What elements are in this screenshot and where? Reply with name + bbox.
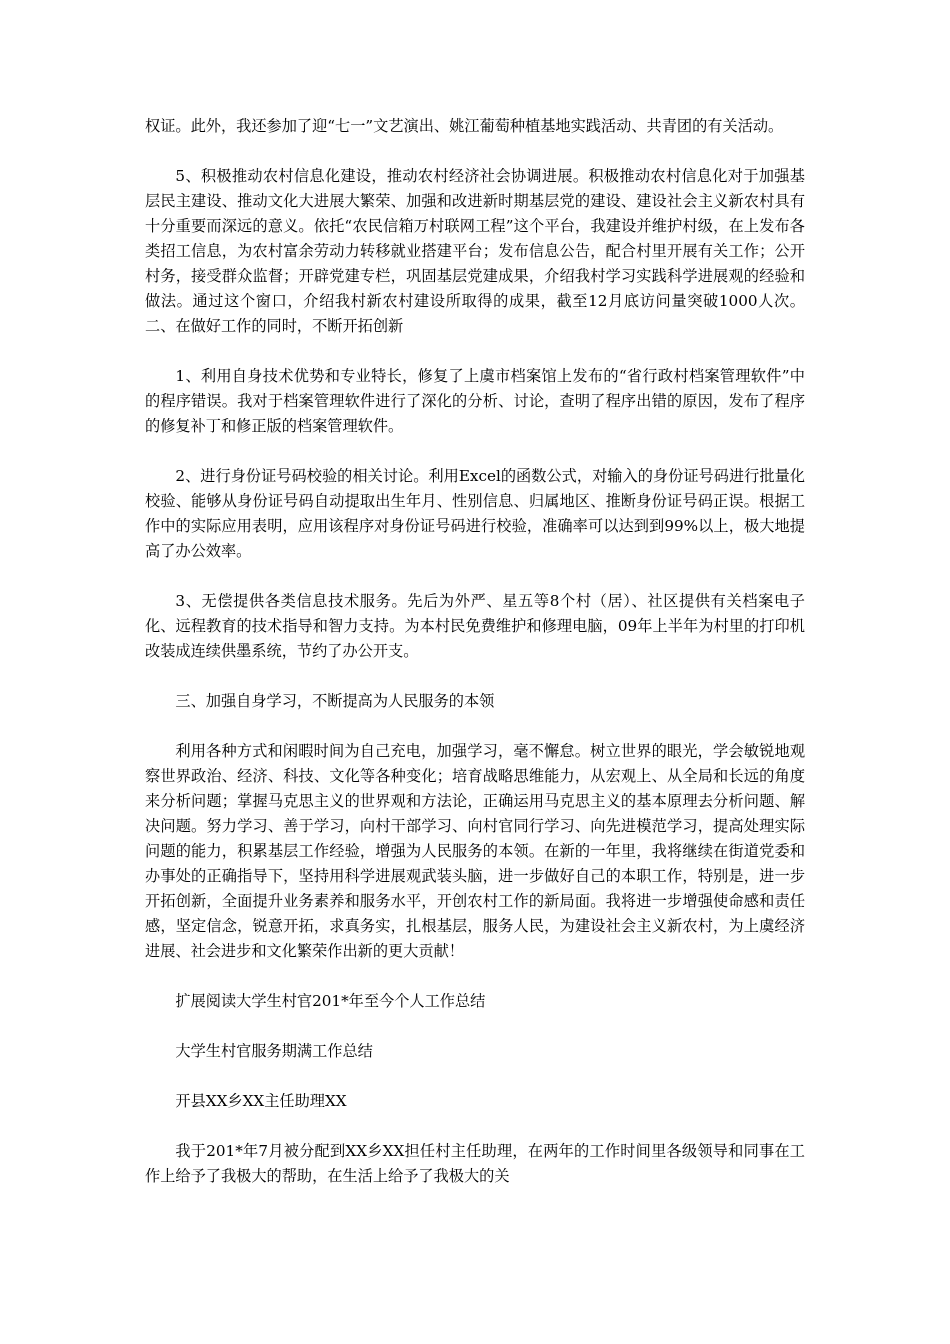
author-line: 开县XX乡XX主任助理XX [175,1092,347,1110]
paragraph-continued: 权证。此外，我还参加了迎“七一”文艺演出、姚江葡萄种植基地实践活动、共青团的有关活动。 [145,117,784,135]
paragraph-study: 利用各种方式和闲暇时间为自己充电，加强学习，毫不懈怠。树立世界的眼光，学会敏锐地观察世界政治、经济、科技、文化等各种变化；培育战略思维能力，从宏观上、从全局和长远的角度来分析问题；掌握马克思主义的世界观和方法论，正确运用马克思主义的基本原理去分析问题、解决问题。努力学习、善于学习，向村干部学习、向村官同行学习、向先进模范学习，提高处理实际问题的能力，积累基层工作经验，增强为人民服务的本领。在新的一年里，我将继续在街道党委和办事处的正确指导下，坚持用科学进展观武装头脑，进一步做好自己的本职工作，特别是，进一步开拓创新，全面提升业务素养和服务水平，开创农村工作的新局面。我将进一步增强使命感和责任感，坚定信念，锐意开拓，求真务实，扎根基层，服务人民，为建设社会主义新农村，为上虞经济进展、社会进步和文化繁荣作出新的更大贡献！ [145,742,805,960]
paragraph-item-2: 2、进行身份证号码校验的相关讨论。利用Excel的函数公式，对输入的身份证号码进行批量化校验、能够从身份证号码自动提取出生年月、性别信息、归属地区、推断身份证号码正误。根据工作中的实际应用表明，应用该程序对身份证号码进行校验，准确率可以达到到99%以上，极大地提高了办公效率。 [145,467,805,560]
paragraph-item-5: 5、积极推动农村信息化建设，推动农村经济社会协调进展。积极推动农村信息化对于加强基层民主建设、推动文化大进展大繁荣、加强和改进新时期基层党的建设、建设社会主义新农村具有十分重要而深远的意义。依托“农民信箱万村联网工程”这个平台，我建设并维护村级，在上发布各类招工信息，为农村富余劳动力转移就业搭建平台；发布信息公告，配合村里开展有关工作；公开村务，接受群众监督；开辟党建专栏，巩固基层党建成果，介绍我村学习实践科学进展观的经验和做法。通过这个窗口，介绍我村新农村建设所取得的成果，截至12月底访问量突破1000人次。二、在做好工作的同时，不断开拓创新 [145,167,805,335]
extended-reading-title: 扩展阅读大学生村官201*年至今个人工作总结 [175,992,486,1010]
paragraph-intro: 我于201*年7月被分配到XX乡XX担任村主任助理，在两年的工作时间里各级领导和同事在工作上给予了我极大的帮助，在生活上给予了我极大的关 [145,1142,805,1185]
section-heading-3: 三、加强自身学习，不断提高为人民服务的本领 [175,692,495,710]
document-page [145,114,805,1214]
summary-title: 大学生村官服务期满工作总结 [175,1042,373,1060]
paragraph-item-1: 1、利用自身技术优势和专业特长，修复了上虞市档案馆上发布的“省行政村档案管理软件”中的程序错误。我对于档案管理软件进行了深化的分析、讨论，查明了程序出错的原因，发布了程序的修复补丁和修正版的档案管理软件。 [145,367,805,435]
paragraph-item-3: 3、无偿提供各类信息技术服务。先后为外严、星五等8个村（居）、社区提供有关档案电子化、远程教育的技术指导和智力支持。为本村民免费维护和修理电脑，09年上半年为村里的打印机改装成连续供墨系统，节约了办公开支。 [145,592,805,660]
